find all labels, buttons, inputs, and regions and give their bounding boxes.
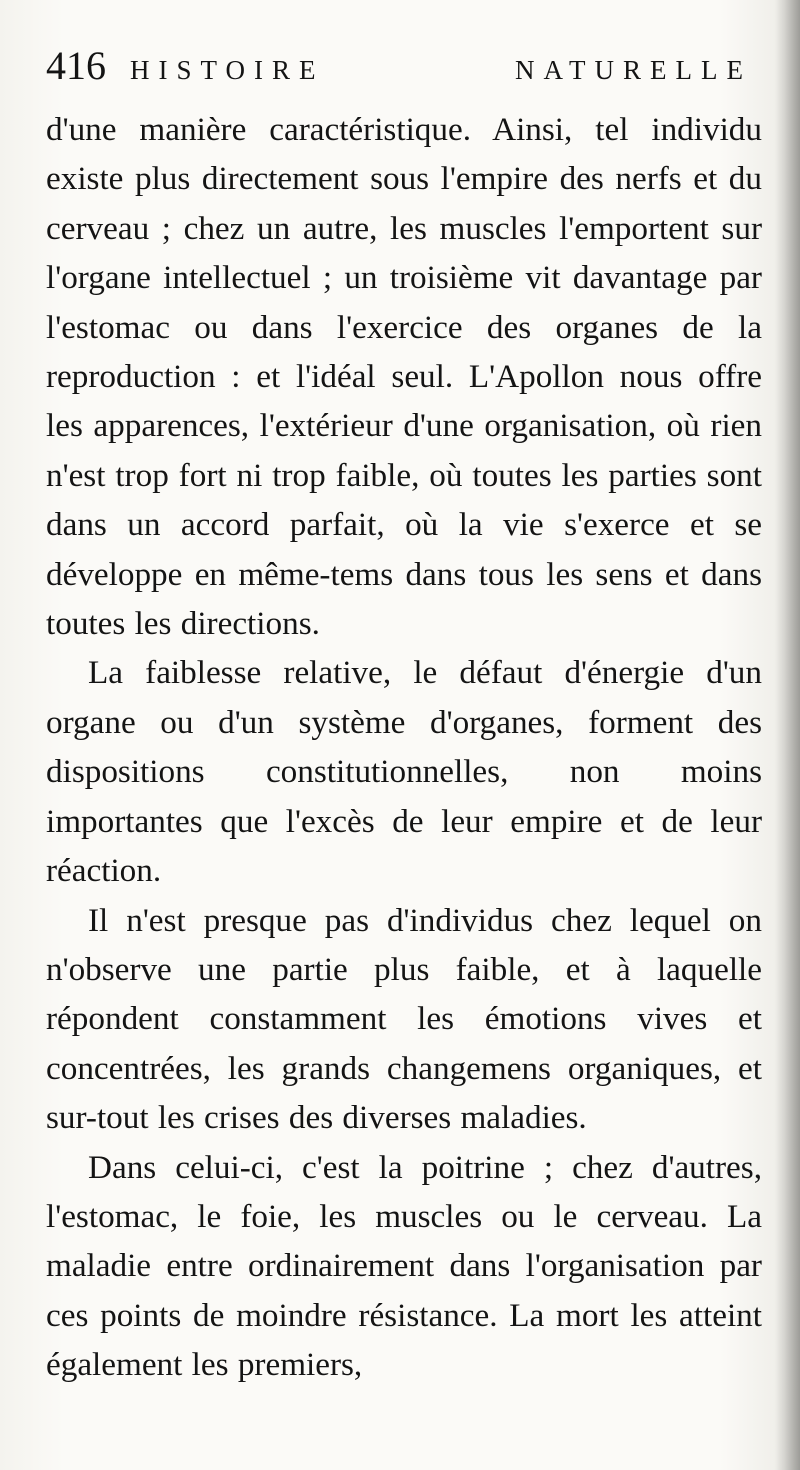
page-body (46, 105, 762, 1390)
paragraph: La faiblesse relative, le défaut d'énergie d'un organe ou d'un système d'organes, forment des dispositions constitutionnelles, non moins importantes que l'excès de leur empire et de leur réaction. (46, 654, 762, 890)
page-number: 416 (46, 43, 106, 88)
running-title: HISTOIRE NATURELLE (130, 55, 752, 85)
paragraph: Il n'est presque pas d'individus chez lequel on n'observe une partie plus faible, et à laquelle répondent constamment les émotions vives et concentrées, les grands changemens organiques, et sur-tout les crises des diverses maladies. (46, 901, 762, 1137)
paragraph: d'une manière caractéristique. Ainsi, tel individu existe plus directement sous l'empire des nerfs et du cerveau ; chez un autre, les muscles l'emportent sur l'organe intellectuel ; un troisième vit davantage par l'estomac ou dans l'exercice des organes de la reproduction : et l'idéal seul. L'Apollon nous offre les apparences, l'extérieur d'une organisation, où rien n'est trop fort ni trop faible, où toutes les parties sont dans un accord parfait, où la vie s'exerce et se développe en même-tems dans tous les sens et dans toutes les directions. (46, 111, 762, 643)
page-edge-shadow (774, 0, 800, 1470)
page-header (46, 42, 752, 98)
paragraph: Dans celui-ci, c'est la poitrine ; chez d'autres, l'estomac, le foie, les muscles ou le cerveau. La maladie entre ordinairement dans l'organisation par ces points de moindre résistance. La mort les atteint également les premiers, (46, 1148, 762, 1384)
